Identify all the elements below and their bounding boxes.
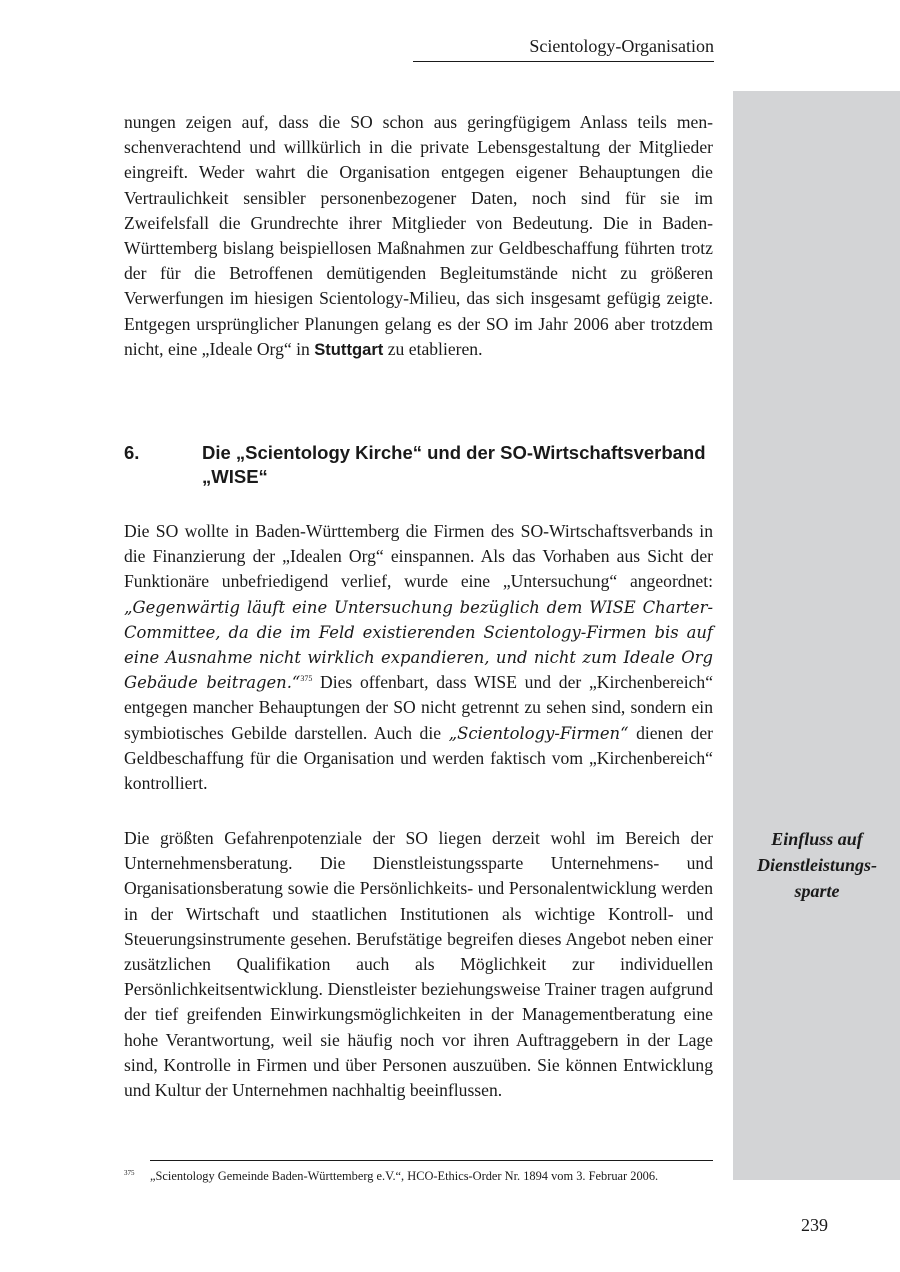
footnote-reference: 375	[300, 674, 313, 684]
footnote-text: „Scientology Gemeinde Baden-Württemberg e.V.“, HCO-Ethics-Order Nr. 1894 vom 3. Februar 2006.	[150, 1169, 659, 1183]
paragraph-2	[124, 519, 713, 796]
paragraph-1-text: nungen zeigen auf, dass die SO schon aus geringfügigem Anlass teils menschenverachtend und willkürlich in die private Lebensgestaltung der Mitglieder eingreift. Weder wahrt die Organisation entgegen eigener Behauptungen die Vertraulichkeit sensibler personenbezogener Daten, noch sind für sie im Zweifelsfall die Grundrechte ihrer Mitglieder von Bedeutung. Die in Baden-Württemberg bislang beispiellosen Maßnahmen zur Geldbeschaffung führten trotz der für die Betroffenen demütigenden Begleitumstände nicht zu größeren Verwerfungen im hiesigen Scientology-Milieu, das sich insgesamt gefügig zeigte. Entgegen ursprünglicher Planungen gelang es der SO im Jahr 2006 aber trotzdem nicht, eine „Ideale Org“ in	[124, 112, 713, 359]
paragraph-2-text: Die SO wollte in Baden-Württemberg die Firmen des SO-Wirtschaftsverbands in die Finanzierung der „Idealen Org“ einspannen. Als das Vorhaben aus Sicht der Funktionäre unbefriedigend verlief, wurde eine „Untersuchung“ angeordnet:	[124, 521, 713, 592]
paragraph-2-middle: Dies offenbart, dass WISE und der „Kirchenbereich“ entgegen mancher Behauptungen der SO nicht getrennt zu sehen sind, sondern ein symbiotisches Gebilde darstellen. Auch die	[124, 672, 714, 743]
running-head: Scientology-Organisation	[413, 34, 714, 62]
margin-column	[733, 91, 900, 1180]
page-number: 239	[801, 1215, 828, 1235]
paragraph-1-end: zu etablieren.	[387, 338, 483, 359]
footnote-divider	[150, 1160, 713, 1161]
margin-note: Einfluss auf Dienstleistungs- sparte	[756, 829, 878, 901]
paragraph-2-end: dienen der Geldbeschaffung für die Organisation und werden faktisch vom „Kirchenbereich“ kontrolliert.	[124, 722, 713, 794]
firms-quote: „Scientology-Firmen“	[448, 723, 629, 743]
wise-quote: „Gegenwärtig läuft eine Untersuchung bezüglich dem WISE Charter-Committee, da die im Feld existierenden Scientology-Firmen bis auf eine Ausnahme nicht wirklich expandieren, und nicht zum Ideale Org Gebäude beitragen.“	[124, 597, 713, 693]
place-name-stuttgart: Stuttgart	[314, 339, 384, 359]
section-title: Die „Scientology Kirche“ und der SO-Wirtschaftsverband „WISE“	[202, 442, 706, 487]
paragraph-1	[124, 110, 713, 362]
section-number: 6.	[124, 442, 140, 463]
footnote-number: 375	[124, 1169, 135, 1177]
paragraph-3: Die größten Gefahrenpotenziale der SO liegen derzeit wohl im Bereich der Unternehmensberatung. Die Dienstleistungssparte Unternehmens- und Organisationsberatung sowie die Persönlichkeits- und Personalentwicklung werden in der Wirtschaft und staatlichen Institutionen als wichtige Kontroll- und Steuerungsinstrumente gesehen. Berufstätige begreifen dieses Angebot neben einer zusätzlichen Qualifikation auch als Möglichkeit zur individuellen Persönlichkeitsentwicklung. Dienstleister beziehungsweise Trainer tragen aufgrund der tief greifenden Einwirkungsmöglichkeiten in der Managementberatung eine hohe Verantwortung, weil sie häufig noch vor ihren Auftraggebern in der Lage sind, Kontrolle in Firmen und über Personen auszuüben. Sie können Entwicklung und Kultur der Unternehmen nachhaltig beeinflussen.	[124, 828, 713, 1101]
